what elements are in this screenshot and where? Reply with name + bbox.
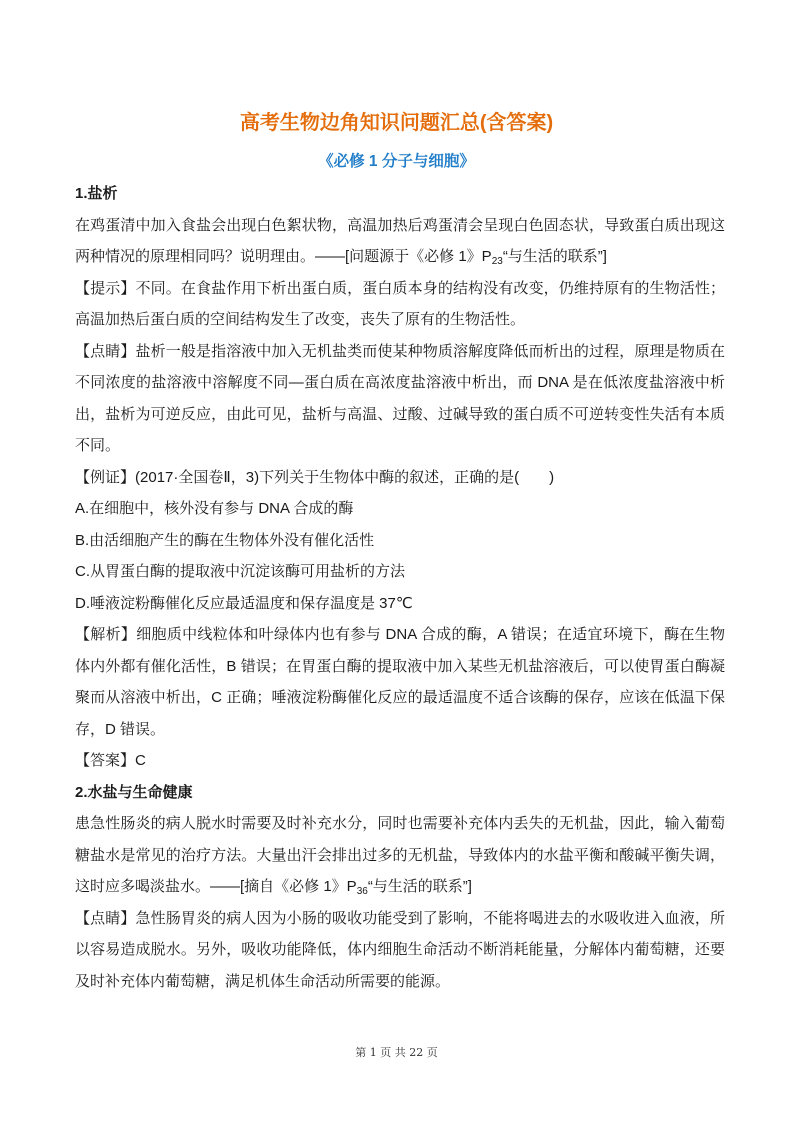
- example-text: (2017·全国卷Ⅱ，3)下列关于生物体中酶的叙述，正确的是( ): [135, 468, 555, 486]
- section-heading: 2.水盐与生命健康: [75, 783, 193, 801]
- document-subtitle: 《必修 1 分子与细胞》: [318, 153, 475, 170]
- question-text: 在鸡蛋清中加入食盐会出现白色絮状物，高温加热后鸡蛋清会呈现白色固态状，导致蛋白质出现这两种情况的原理相同吗？说明理由。——[问题源于《必修 1》P: [75, 216, 725, 265]
- note-label: 【点睛】: [75, 909, 136, 927]
- option-c: C.从胃蛋白酶的提取液中沉淀该酶可用盐析的方法: [75, 563, 406, 580]
- note-text: 盐析一般是指溶液中加入无机盐类而使某种物质溶解度降低而析出的过程，原理是物质在不同浓度的盐溶液中溶解度不同—蛋白质在高浓度盐溶液中析出，而 DNA 是在低浓度盐溶液中析出，盐析为可逆反应，由此可见，盐析与高温、过酸、过碱导致的蛋白质不可逆转变性失活有本质不同。: [75, 342, 725, 454]
- question-paragraph: [75, 210, 725, 273]
- note-paragraph: [75, 903, 725, 998]
- answer-text: C: [135, 752, 146, 769]
- page-footer: 第 1 页 共 22 页: [355, 1046, 438, 1059]
- page-subscript: 36: [356, 886, 368, 897]
- hint-text: 不同。在食盐作用下析出蛋白质，蛋白质本身的结构没有改变，仍维持原有的生物活性；高温加热后蛋白质的空间结构发生了改变，丧失了原有的生物活性。: [75, 279, 725, 328]
- example-paragraph: [75, 462, 725, 494]
- option-b: B.由活细胞产生的酶在生物体外没有催化活性: [75, 531, 375, 549]
- document-body: [75, 178, 725, 997]
- question-source: “与生活的联系”]: [502, 248, 607, 265]
- question-paragraph: [75, 808, 725, 903]
- option-a: A.在细胞中，核外没有参与 DNA 合成的酶: [75, 500, 354, 517]
- analysis-label: 【解析】: [75, 626, 137, 643]
- section-heading: 1.盐析: [75, 185, 118, 202]
- note-text: 急性肠胃炎的病人因为小肠的吸收功能受到了影响，不能将喝进去的水吸收进入血液，所以容易造成脱水。另外，吸收功能降低，体内细胞生命活动不断消耗能量，分解体内葡萄糖，还要及时补充体内葡萄糖，满足机体生命活动所需要的能源。: [75, 909, 725, 990]
- hint-label: 【提示】: [75, 279, 136, 297]
- option-d: D.唾液淀粉酶催化反应最适温度和保存温度是 37℃: [75, 594, 413, 612]
- note-paragraph: [75, 336, 725, 462]
- answer-paragraph: [75, 745, 725, 777]
- hint-paragraph: [75, 273, 725, 336]
- question-source: “与生活的联系”]: [367, 878, 472, 895]
- example-label: 【例证】: [75, 468, 136, 486]
- analysis-text: 细胞质中线粒体和叶绿体内也有参与 DNA 合成的酶，A 错误；在适宜环境下，酶在生物体内外都有催化活性，B 错误；在胃蛋白酶的提取液中加入某些无机盐溶液后，可以使胃蛋白酶凝聚而从溶液中析出，C 正确；唾液淀粉酶催化反应的最适温度不适合该酶的保存，应该在低温下保存，D 错误。: [75, 626, 725, 738]
- note-label: 【点睛】: [75, 342, 136, 360]
- page-subscript: 23: [491, 256, 503, 267]
- document-title: 高考生物边角知识问题汇总(含答案): [239, 112, 554, 134]
- answer-label: 【答案】: [75, 752, 136, 769]
- analysis-paragraph: [75, 619, 725, 745]
- question-text: 患急性肠炎的病人脱水时需要及时补充水分，同时也需要补充体内丢失的无机盐，因此，输入葡萄糖盐水是常见的治疗方法。大量出汗会排出过多的无机盐，导致体内的水盐平衡和酸碱平衡失调，这时应多喝淡盐水。——[摘自《必修 1》P: [75, 815, 725, 895]
